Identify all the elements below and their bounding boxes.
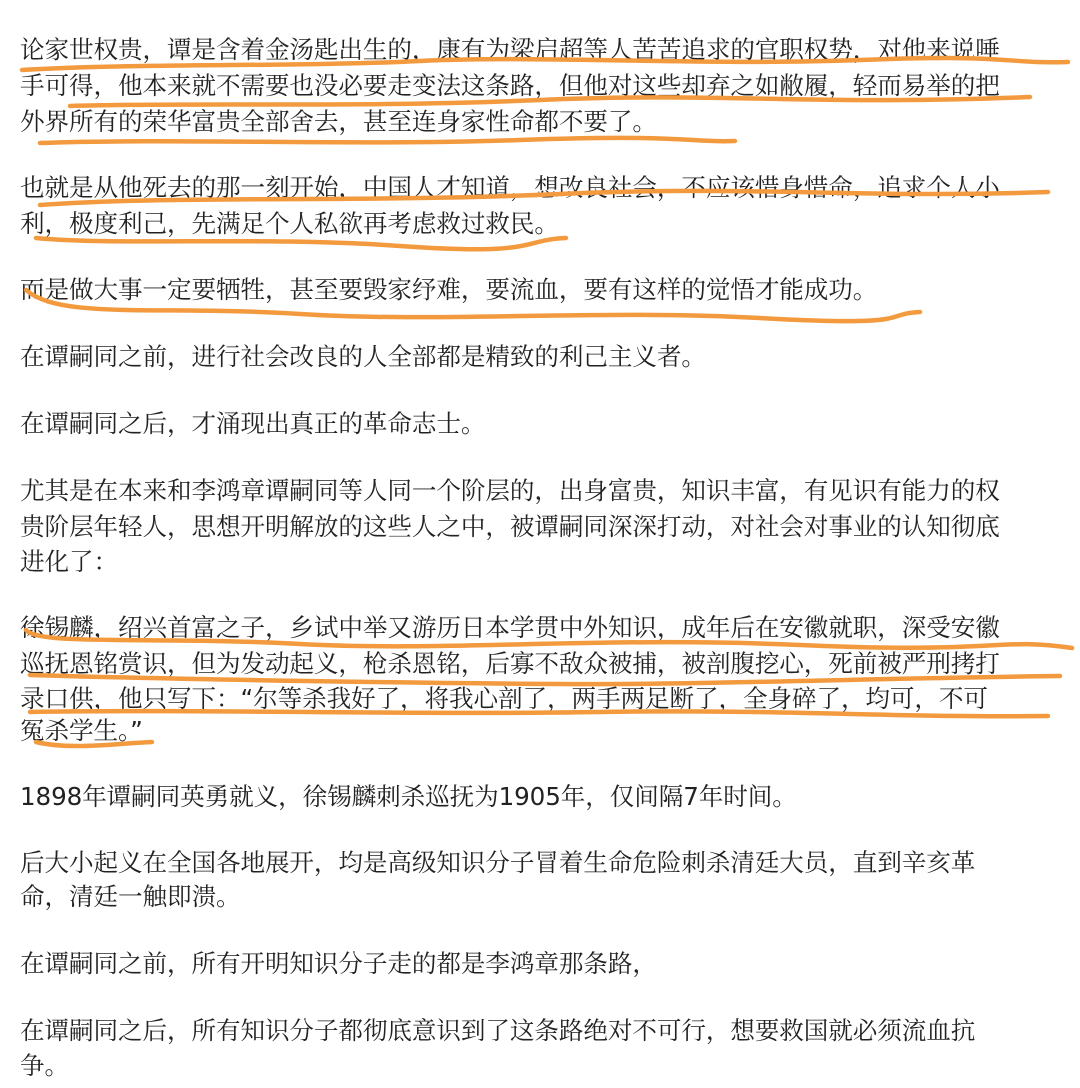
text-line: 徐锡麟，绍兴首富之子，乡试中举又游历日本学贯中外知识，成年后在安徽就职，深受安徽 <box>20 613 1000 642</box>
text-line: 后大小起义在全国各地展开，均是高级知识分子冒着生命危险刺杀清廷大员，直到辛亥革 <box>20 848 976 877</box>
text-line: 命，清廷一触即溃。 <box>20 882 241 911</box>
text-line: 在谭嗣同之后，才涌现出真正的革命志士。 <box>20 409 486 438</box>
text-line: 在谭嗣同之前，进行社会改良的人全部都是精致的利己主义者。 <box>20 342 706 371</box>
text-line: 而是做大事一定要牺牲，甚至要毁家纾难，要流血，要有这样的觉悟才能成功。 <box>20 275 878 304</box>
text-line: 利，极度利己，先满足个人私欲再考虑救过救民。 <box>20 209 559 238</box>
text-line: 外界所有的荣华富贵全部舍去，甚至连身家性命都不要了。 <box>20 107 657 136</box>
text-line: 录口供，他只写下：“尔等杀我好了，将我心剖了，两手两足断了，全身碎了，均可，不可 <box>20 684 988 713</box>
text-line: 巡抚恩铭赏识，但为发动起义，枪杀恩铭，后寡不敌众被捕，被剖腹挖心，死前被严刑拷打 <box>20 649 1000 678</box>
text-line: 尤其是在本来和李鸿章谭嗣同等人同一个阶层的，出身富贵，知识丰富，有见识有能力的权 <box>20 476 1000 505</box>
text-line: 也就是从他死去的那一刻开始，中国人才知道，想改良社会，不应该惜身惜命，追求个人小 <box>20 173 1000 202</box>
text-line: 贵阶层年轻人，思想开明解放的这些人之中，被谭嗣同深深打动，对社会对事业的认知彻底 <box>20 512 1000 541</box>
text-line: 论家世权贵，谭是含着金汤匙出生的，康有为梁启超等人苦苦追求的官职权势，对他来说唾 <box>20 35 1000 64</box>
text-line: 争。 <box>20 1051 69 1080</box>
text-line: 手可得，他本来就不需要也没必要走变法这条路，但他对这些却弃之如敝履，轻而易举的把 <box>20 71 1000 100</box>
text-line: 在谭嗣同之前，所有开明知识分子走的都是李鸿章那条路， <box>20 949 657 978</box>
text-line: 1898年谭嗣同英勇就义，徐锡麟刺杀巡抚为1905年，仅间隔7年时间。 <box>20 782 797 811</box>
text-line: 冤杀学生。” <box>20 716 143 745</box>
text-line: 进化了： <box>20 547 118 576</box>
text-line: 在谭嗣同之后，所有知识分子都彻底意识到了这条路绝对不可行，想要救国就必须流血抗 <box>20 1016 976 1045</box>
